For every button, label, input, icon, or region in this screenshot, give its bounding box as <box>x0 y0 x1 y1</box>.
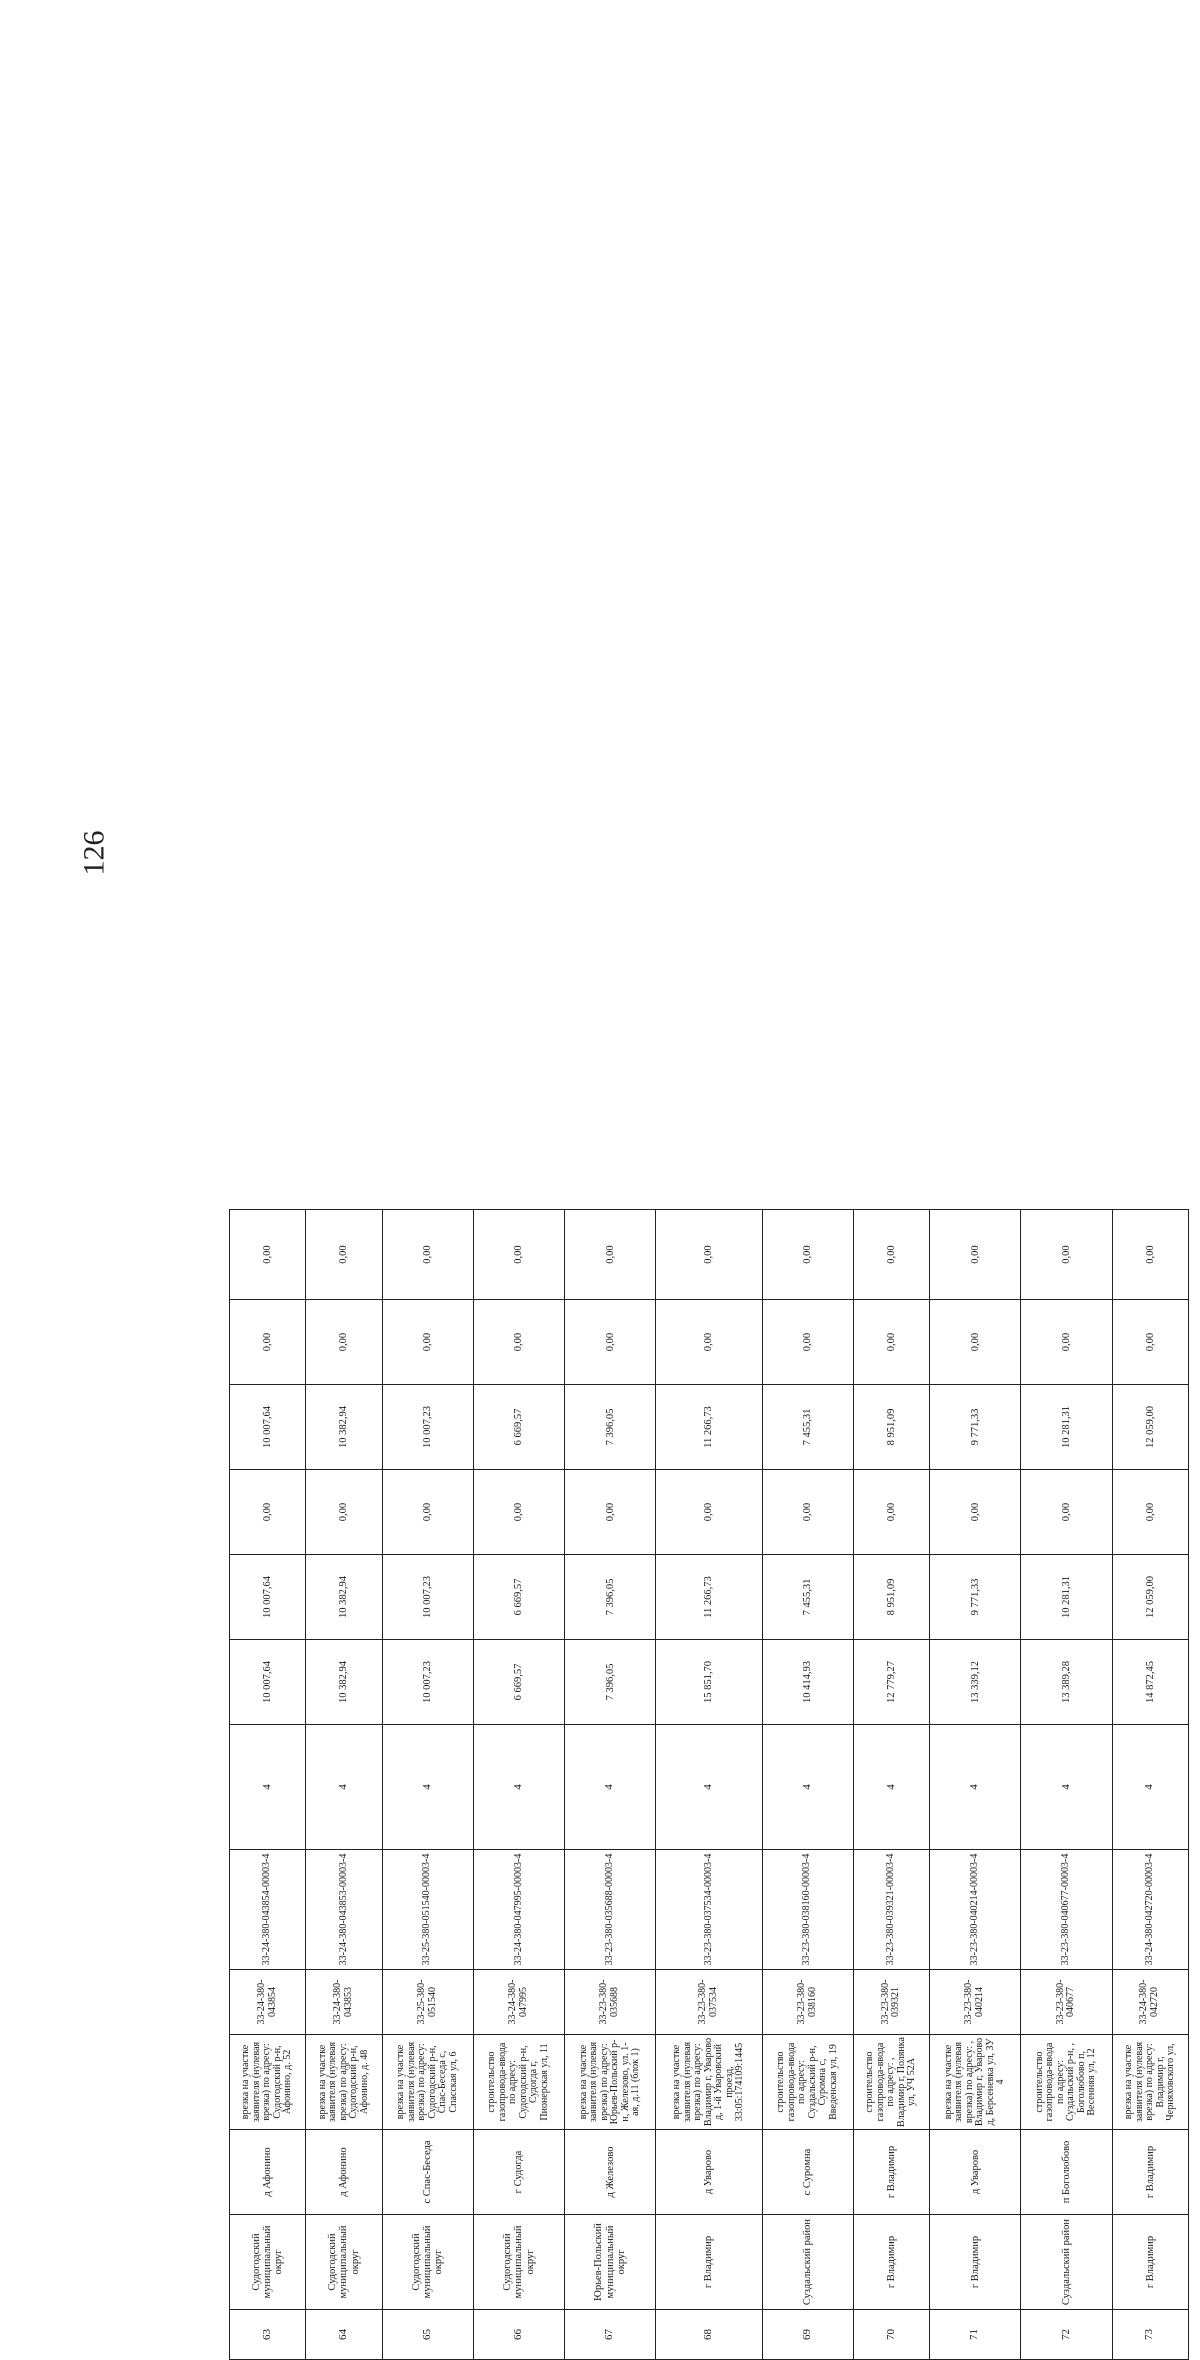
cadastral-number-cell: 33-23-380-037534 <box>656 1970 762 2035</box>
work-description-cell: врезка на участке заявителя (нулевая врезка) по адресу: Судогодский р-н, Афонино, д. 52 <box>230 2035 306 2130</box>
data-table <box>229 1209 1189 2360</box>
amount-accepted-cell: 6 669,57 <box>473 1385 564 1470</box>
municipality-cell: Суздальский район <box>1021 2215 1112 2310</box>
amount-accepted-cell: 8 951,09 <box>853 1385 929 1470</box>
cadastral-number-cell: 33-24-380-043854 <box>230 1970 306 2035</box>
municipality-cell: Судогодский муниципальный округ <box>473 2215 564 2310</box>
amount-accepted-cell: 9 771,33 <box>930 1385 1021 1470</box>
municipality-cell: Юрьев-Польский муниципальный округ <box>565 2215 656 2310</box>
amount-balance-cell: 0,00 <box>473 1210 564 1300</box>
locality-cell: п Боголюбово <box>1021 2130 1112 2215</box>
amount-extra-cell: 0,00 <box>1112 1300 1188 1385</box>
row-number-cell: 64 <box>306 2310 382 2360</box>
amount-total-cell: 7 396,05 <box>565 1640 656 1725</box>
amount-extra-cell: 0,00 <box>930 1300 1021 1385</box>
locality-cell: д Железово <box>565 2130 656 2215</box>
municipality-cell: Судогодский муниципальный округ <box>306 2215 382 2310</box>
page-number: 126 <box>77 830 111 876</box>
amount-approved-cell: 10 007,64 <box>230 1555 306 1640</box>
amount-balance-cell: 0,00 <box>930 1210 1021 1300</box>
amount-accepted-cell: 10 382,94 <box>306 1385 382 1470</box>
work-description-cell: врезка на участке заявителя (нулевая врезка) по адресу: Владимир г, Уварово д, 1-й Уваровский проезд, 33:05:174109:1445 <box>656 2035 762 2130</box>
amount-balance-cell: 0,00 <box>1112 1210 1188 1300</box>
amount-balance-cell: 0,00 <box>762 1210 853 1300</box>
category-cell: 4 <box>306 1725 382 1850</box>
locality-cell: с Спас-Беседа <box>382 2130 473 2215</box>
amount-accepted-cell: 12 059,00 <box>1112 1385 1188 1470</box>
application-id-cell: 33-24-380-043853-00003-4 <box>306 1850 382 1970</box>
table-row <box>230 1210 306 2360</box>
application-id-cell: 33-24-380-047995-00003-4 <box>473 1850 564 1970</box>
amount-accepted-cell: 10 007,23 <box>382 1385 473 1470</box>
category-cell: 4 <box>1112 1725 1188 1850</box>
amount-approved-cell: 12 059,00 <box>1112 1555 1188 1640</box>
work-description-cell: врезка на участке заявителя (нулевая врезка) по адресу: Судогодский р-н, Афонино, д. 48 <box>306 2035 382 2130</box>
amount-reserve-cell: 0,00 <box>565 1470 656 1555</box>
amount-accepted-cell: 10 007,64 <box>230 1385 306 1470</box>
row-number-cell: 65 <box>382 2310 473 2360</box>
amount-total-cell: 10 007,64 <box>230 1640 306 1725</box>
amount-total-cell: 15 851,70 <box>656 1640 762 1725</box>
table-row <box>473 1210 564 2360</box>
amount-total-cell: 13 389,28 <box>1021 1640 1112 1725</box>
row-number-cell: 73 <box>1112 2310 1188 2360</box>
amount-reserve-cell: 0,00 <box>853 1470 929 1555</box>
cadastral-number-cell: 33-23-380-038160 <box>762 1970 853 2035</box>
table-row <box>565 1210 656 2360</box>
amount-total-cell: 12 779,27 <box>853 1640 929 1725</box>
row-number-cell: 69 <box>762 2310 853 2360</box>
amount-reserve-cell: 0,00 <box>762 1470 853 1555</box>
amount-approved-cell: 11 266,73 <box>656 1555 762 1640</box>
application-id-cell: 33-23-380-040677-00003-4 <box>1021 1850 1112 1970</box>
locality-cell: д Афонино <box>306 2130 382 2215</box>
row-number-cell: 63 <box>230 2310 306 2360</box>
category-cell: 4 <box>656 1725 762 1850</box>
amount-approved-cell: 10 382,94 <box>306 1555 382 1640</box>
amount-approved-cell: 7 396,05 <box>565 1555 656 1640</box>
table-row <box>382 1210 473 2360</box>
amount-accepted-cell: 11 266,73 <box>656 1385 762 1470</box>
category-cell: 4 <box>473 1725 564 1850</box>
locality-cell: г Владимир <box>853 2130 929 2215</box>
amount-balance-cell: 0,00 <box>565 1210 656 1300</box>
municipality-cell: г Владимир <box>656 2215 762 2310</box>
amount-reserve-cell: 0,00 <box>930 1470 1021 1555</box>
category-cell: 4 <box>230 1725 306 1850</box>
application-id-cell: 33-23-380-037534-00003-4 <box>656 1850 762 1970</box>
locality-cell: с Сурoмна <box>762 2130 853 2215</box>
category-cell: 4 <box>565 1725 656 1850</box>
locality-cell: г Судогда <box>473 2130 564 2215</box>
table-body <box>230 1210 1189 2360</box>
row-number-cell: 68 <box>656 2310 762 2360</box>
municipality-cell: Судогодский муниципальный округ <box>230 2215 306 2310</box>
amount-reserve-cell: 0,00 <box>473 1470 564 1555</box>
application-id-cell: 33-23-380-035688-00003-4 <box>565 1850 656 1970</box>
category-cell: 4 <box>382 1725 473 1850</box>
amount-accepted-cell: 7 455,31 <box>762 1385 853 1470</box>
amount-approved-cell: 10 007,23 <box>382 1555 473 1640</box>
amount-extra-cell: 0,00 <box>762 1300 853 1385</box>
amount-balance-cell: 0,00 <box>656 1210 762 1300</box>
cadastral-number-cell: 33-23-380-040214 <box>930 1970 1021 2035</box>
work-description-cell: врезка на участке заявителя (нулевая врезка) по адресу: Юрьев-Польский р-н, Железово, ул. 1-ая, д.11 (блок 1) <box>565 2035 656 2130</box>
amount-extra-cell: 0,00 <box>565 1300 656 1385</box>
amount-reserve-cell: 0,00 <box>1021 1470 1112 1555</box>
work-description-cell: врезка на участке заявителя (нулевая врезка) по адресу: Судогодский р-н, Спас-Беседа с, Спасская ул, 6 <box>382 2035 473 2130</box>
amount-reserve-cell: 0,00 <box>382 1470 473 1555</box>
municipality-cell: г Владимир <box>853 2215 929 2310</box>
locality-cell: д Уварово <box>656 2130 762 2215</box>
table-row <box>1112 1210 1188 2360</box>
amount-extra-cell: 0,00 <box>306 1300 382 1385</box>
application-id-cell: 33-25-380-051540-00003-4 <box>382 1850 473 1970</box>
amount-extra-cell: 0,00 <box>230 1300 306 1385</box>
amount-extra-cell: 0,00 <box>656 1300 762 1385</box>
row-number-cell: 72 <box>1021 2310 1112 2360</box>
amount-approved-cell: 10 281,31 <box>1021 1555 1112 1640</box>
amount-balance-cell: 0,00 <box>382 1210 473 1300</box>
amount-reserve-cell: 0,00 <box>1112 1470 1188 1555</box>
work-description-cell: врезка на участке заявителя (нулевая врезка) по адресу: Владимир г, Черняховского ул, <box>1112 2035 1188 2130</box>
table-row <box>1021 1210 1112 2360</box>
row-number-cell: 67 <box>565 2310 656 2360</box>
cadastral-number-cell: 33-25-380-051540 <box>382 1970 473 2035</box>
amount-total-cell: 10 007,23 <box>382 1640 473 1725</box>
category-cell: 4 <box>853 1725 929 1850</box>
application-id-cell: 33-24-380-043854-00003-4 <box>230 1850 306 1970</box>
locality-cell: д Афонино <box>230 2130 306 2215</box>
amount-total-cell: 13 339,12 <box>930 1640 1021 1725</box>
work-description-cell: строительство газопровода-ввода по адресу: Суздальский р-н, Суромна с, Введенская ул, 19 <box>762 2035 853 2130</box>
cadastral-number-cell: 33-24-380-043853 <box>306 1970 382 2035</box>
amount-approved-cell: 6 669,57 <box>473 1555 564 1640</box>
locality-cell: д Уварово <box>930 2130 1021 2215</box>
work-description-cell: строительство газопровода-ввода по адресу: , Владимир г, Полянка ул, УЧ 52А <box>853 2035 929 2130</box>
table-row <box>930 1210 1021 2360</box>
application-id-cell: 33-23-380-040214-00003-4 <box>930 1850 1021 1970</box>
amount-balance-cell: 0,00 <box>853 1210 929 1300</box>
amount-accepted-cell: 7 396,05 <box>565 1385 656 1470</box>
application-id-cell: 33-24-380-042720-00003-4 <box>1112 1850 1188 1970</box>
row-number-cell: 66 <box>473 2310 564 2360</box>
row-number-cell: 70 <box>853 2310 929 2360</box>
cadastral-number-cell: 33-23-380-035688 <box>565 1970 656 2035</box>
cadastral-number-cell: 33-23-380-039321 <box>853 1970 929 2035</box>
table-row <box>853 1210 929 2360</box>
rotated-table-container <box>229 1210 1189 2360</box>
amount-extra-cell: 0,00 <box>1021 1300 1112 1385</box>
amount-reserve-cell: 0,00 <box>306 1470 382 1555</box>
amount-approved-cell: 9 771,33 <box>930 1555 1021 1640</box>
table-row <box>306 1210 382 2360</box>
amount-balance-cell: 0,00 <box>230 1210 306 1300</box>
amount-accepted-cell: 10 281,31 <box>1021 1385 1112 1470</box>
cadastral-number-cell: 33-23-380-040677 <box>1021 1970 1112 2035</box>
amount-total-cell: 6 669,57 <box>473 1640 564 1725</box>
table-row <box>656 1210 762 2360</box>
amount-extra-cell: 0,00 <box>382 1300 473 1385</box>
municipality-cell: г Владимир <box>1112 2215 1188 2310</box>
amount-extra-cell: 0,00 <box>853 1300 929 1385</box>
category-cell: 4 <box>930 1725 1021 1850</box>
cadastral-number-cell: 33-24-380-042720 <box>1112 1970 1188 2035</box>
application-id-cell: 33-23-380-039321-00003-4 <box>853 1850 929 1970</box>
work-description-cell: врезка на участке заявителя (нулевая врезка) по адресу: , Владимир г, Уварово д, Берсеневка ул, ЗУ 4 <box>930 2035 1021 2130</box>
amount-approved-cell: 8 951,09 <box>853 1555 929 1640</box>
amount-approved-cell: 7 455,31 <box>762 1555 853 1640</box>
municipality-cell: г Владимир <box>930 2215 1021 2310</box>
amount-total-cell: 10 382,94 <box>306 1640 382 1725</box>
amount-balance-cell: 0,00 <box>1021 1210 1112 1300</box>
table-row <box>762 1210 853 2360</box>
locality-cell: г Владимир <box>1112 2130 1188 2215</box>
amount-total-cell: 14 872,45 <box>1112 1640 1188 1725</box>
amount-balance-cell: 0,00 <box>306 1210 382 1300</box>
municipality-cell: Суздальский район <box>762 2215 853 2310</box>
municipality-cell: Судогодский муниципальный округ <box>382 2215 473 2310</box>
amount-reserve-cell: 0,00 <box>656 1470 762 1555</box>
amount-total-cell: 10 414,93 <box>762 1640 853 1725</box>
amount-reserve-cell: 0,00 <box>230 1470 306 1555</box>
cadastral-number-cell: 33-24-380-047995 <box>473 1970 564 2035</box>
category-cell: 4 <box>762 1725 853 1850</box>
work-description-cell: строительство газопровода-ввода по адресу: Судогодский р-н, Судогда г, Пионерская ул, 11 <box>473 2035 564 2130</box>
row-number-cell: 71 <box>930 2310 1021 2360</box>
category-cell: 4 <box>1021 1725 1112 1850</box>
work-description-cell: строительство газопровода-ввода по адресу: Суздальский р-н, , Боголюбово п, Весенняя ул, 12 <box>1021 2035 1112 2130</box>
application-id-cell: 33-23-380-038160-00003-4 <box>762 1850 853 1970</box>
amount-extra-cell: 0,00 <box>473 1300 564 1385</box>
